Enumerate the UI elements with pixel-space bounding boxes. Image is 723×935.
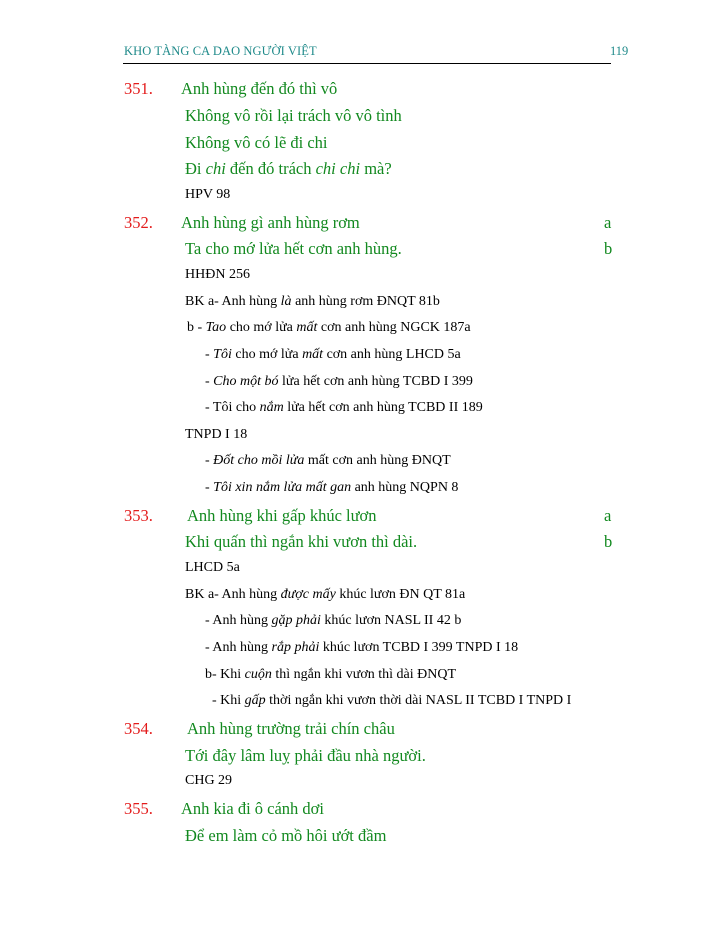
verse-line: Tới đây lâm luỵ phải đầu nhà người. bbox=[185, 746, 426, 765]
verse-line: Để em làm cỏ mồ hôi ướt đầm bbox=[185, 826, 387, 845]
variant-line: b - Tao cho mớ lửa mất cơn anh hùng NGCK 187a bbox=[187, 320, 471, 335]
entry-number: 355. bbox=[124, 799, 153, 818]
header-rule bbox=[123, 63, 611, 64]
line-mark: a bbox=[604, 506, 612, 525]
entry-number: 352. bbox=[124, 213, 153, 232]
variant-line: - Khi gấp thời ngắn khi vươn thời dài NASL II TCBD I TNPD I bbox=[212, 693, 572, 708]
source-ref: TNPD I 18 bbox=[185, 427, 248, 442]
variant-line: - Tôi xin nắm lửa mất gan anh hùng NQPN 8 bbox=[205, 480, 459, 495]
verse-line: Ta cho mớ lửa hết cơn anh hùng. bbox=[185, 239, 402, 258]
verse-line: Anh hùng khi gấp khúc lươn bbox=[187, 506, 377, 525]
verse-line: Không vô rồi lại trách vô vô tình bbox=[185, 106, 402, 125]
variant-line: - Đốt cho mồi lửa mất cơn anh hùng ĐNQT bbox=[205, 453, 451, 468]
verse-line: Khi quấn thì ngắn khi vươn thì dài. bbox=[185, 532, 418, 551]
variant-line: BK a- Anh hùng được mấy khúc lươn ĐN QT 81a bbox=[185, 587, 466, 602]
page-number: 119 bbox=[610, 44, 629, 58]
verse-line: Anh hùng gì anh hùng rơm bbox=[181, 213, 360, 232]
verse-line: Anh hùng đến đó thì vô bbox=[181, 79, 338, 98]
running-title: KHO TÀNG CA DAO NGƯỜI VIỆT bbox=[124, 44, 317, 58]
line-mark: b bbox=[604, 532, 613, 551]
variant-line: - Tôi cho nắm lửa hết cơn anh hùng TCBD II 189 bbox=[205, 400, 483, 415]
variant-line: - Cho một bó lửa hết cơn anh hùng TCBD I 399 bbox=[205, 374, 473, 389]
variant-line: - Anh hùng rắp phải khúc lươn TCBD I 399 TNPD I 18 bbox=[205, 640, 519, 655]
verse-line: Đi chi đến đó trách chi chi mà? bbox=[185, 159, 392, 178]
variant-line: b- Khi cuộn thì ngắn khi vươn thì dài ĐNQT bbox=[205, 667, 457, 682]
line-mark: b bbox=[604, 239, 613, 258]
verse-line: Anh kia đi ô cánh dơi bbox=[181, 799, 324, 818]
variant-line: BK a- Anh hùng là anh hùng rơm ĐNQT 81b bbox=[185, 294, 440, 309]
verse-line: Không vô có lẽ đi chi bbox=[185, 133, 328, 152]
entry-number: 353. bbox=[124, 506, 153, 525]
source-ref: HHĐN 256 bbox=[185, 267, 250, 282]
source-ref: LHCD 5a bbox=[185, 560, 240, 575]
source-ref: CHG 29 bbox=[185, 773, 233, 788]
variant-line: - Anh hùng gặp phải khúc lươn NASL II 42 b bbox=[205, 613, 462, 628]
source-ref: HPV 98 bbox=[185, 187, 231, 202]
verse-line: Anh hùng trường trải chín châu bbox=[187, 719, 395, 738]
line-mark: a bbox=[604, 213, 612, 232]
variant-line: - Tôi cho mớ lửa mất cơn anh hùng LHCD 5a bbox=[205, 347, 461, 362]
entry-number: 354. bbox=[124, 719, 153, 738]
entry-number: 351. bbox=[124, 79, 153, 98]
